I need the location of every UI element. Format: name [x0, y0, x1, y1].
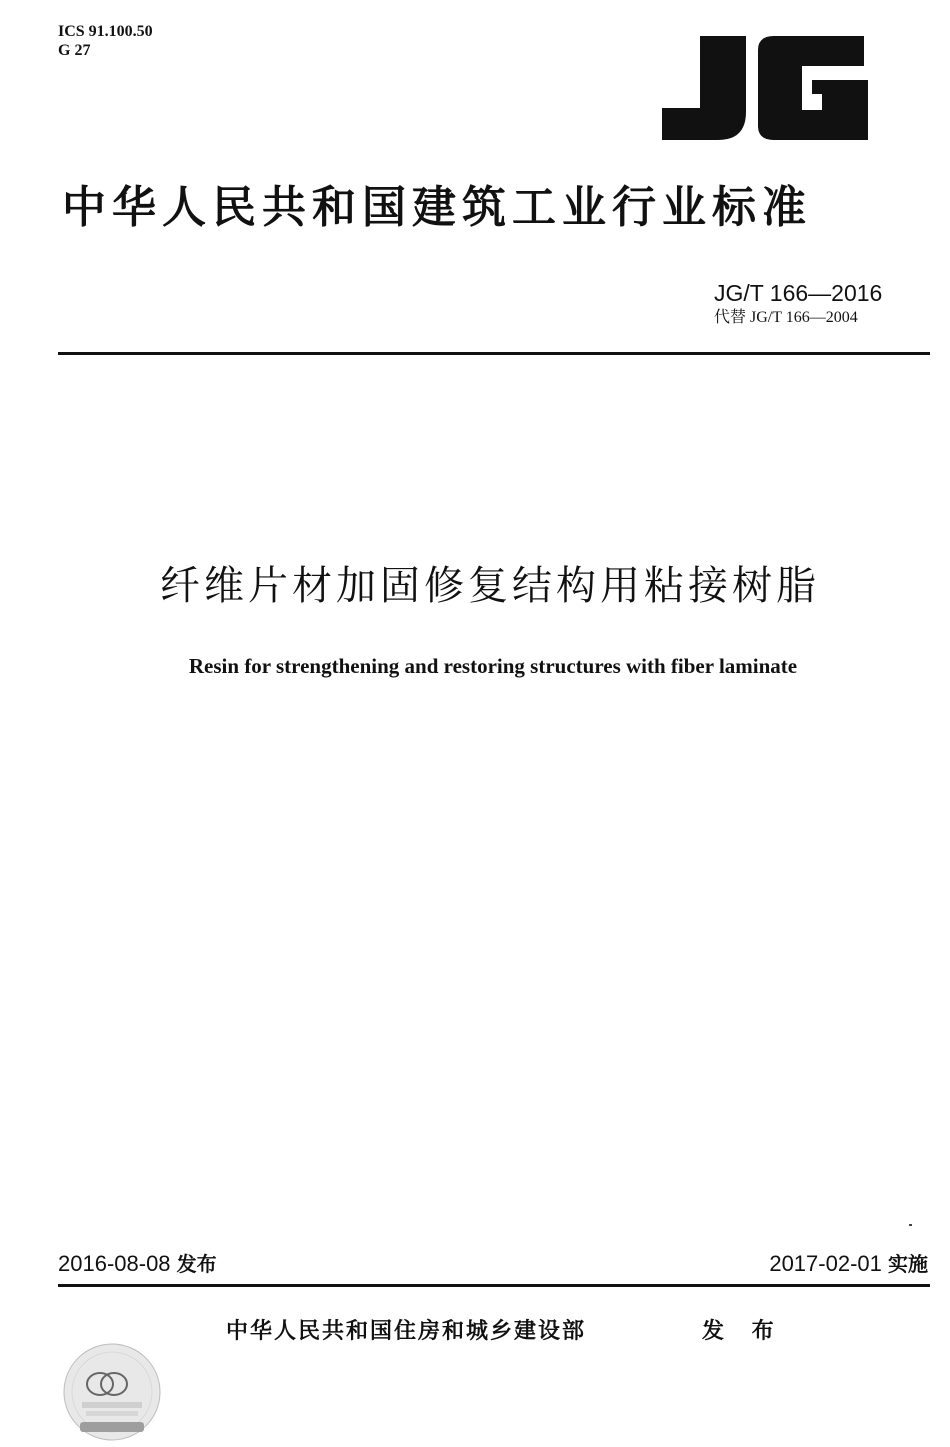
publish-action: 发 布 [702, 1319, 784, 1344]
jg-logo [662, 36, 872, 140]
issue-date: 2016-08-08 [58, 1251, 171, 1276]
issue-label: 发布 [176, 1252, 217, 1276]
ics-code: ICS 91.100.50 [58, 23, 153, 40]
document-title-english: Resin for strengthening and restoring structures with fiber laminate [188, 654, 798, 678]
replaced-standard: 代替 JG/T 166—2004 [714, 309, 858, 326]
classification-codes [58, 22, 153, 60]
implementation-date-block [769, 1250, 928, 1278]
standard-category-title: 中华人民共和国建筑工业行业标准 [62, 182, 812, 233]
implementation-label: 实施 [888, 1252, 928, 1276]
publisher-name: 中华人民共和国住房和城乡建设部 [226, 1319, 587, 1344]
implementation-date: 2017-02-01 [769, 1251, 882, 1276]
standard-code-block [714, 280, 904, 328]
standard-code: JG/T 166—2016 [714, 280, 883, 306]
scan-speck [909, 1224, 912, 1226]
document-title-chinese: 纤维片材加固修复结构用粘接树脂 [160, 563, 820, 609]
ccs-code: G 27 [58, 42, 91, 59]
anti-counterfeit-seal [62, 1342, 162, 1442]
header-divider [58, 352, 930, 355]
footer-divider [58, 1284, 930, 1287]
issue-date-block [58, 1250, 217, 1278]
